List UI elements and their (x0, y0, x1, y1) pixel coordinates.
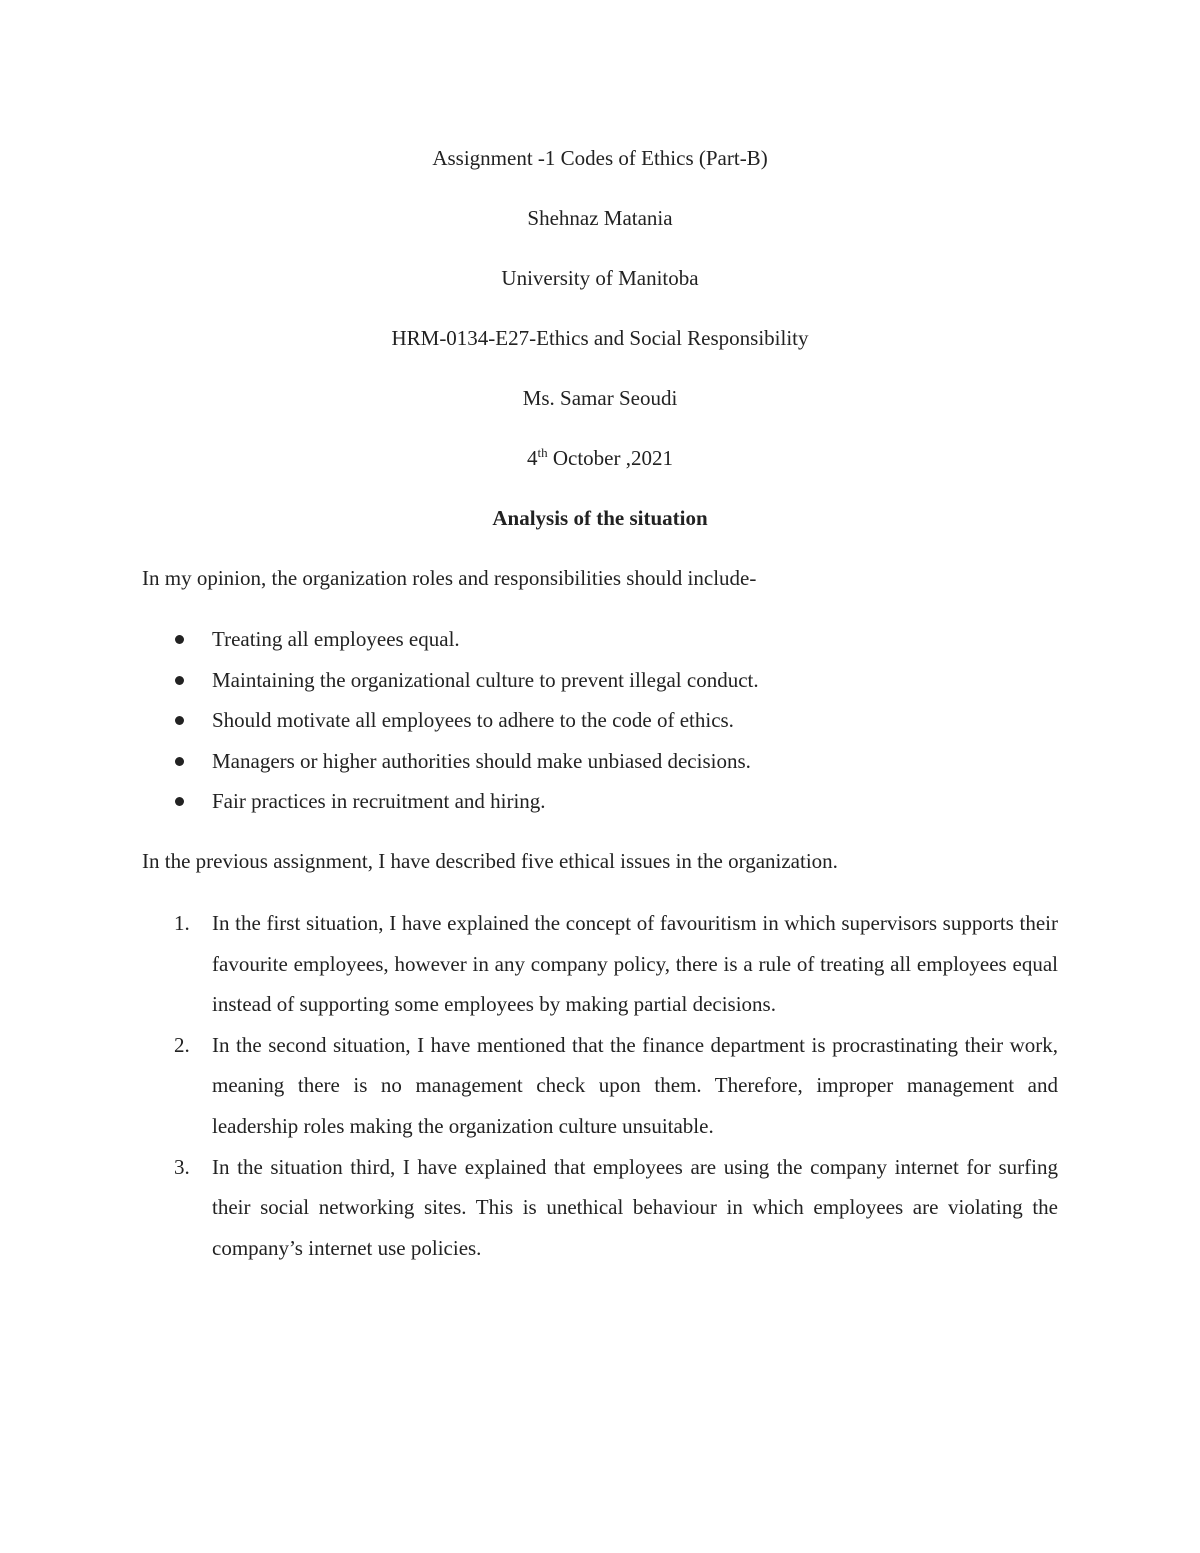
list-item (142, 785, 1058, 826)
assignment-title: Assignment -1 Codes of Ethics (Part-B) (432, 146, 768, 170)
bullet-icon (175, 716, 184, 725)
bullet-icon (175, 676, 184, 685)
course-name: HRM-0134-E27-Ethics and Social Responsibility (391, 326, 809, 350)
list-item-text: Fair practices in recruitment and hiring. (212, 789, 546, 814)
date-day: 4 (526, 446, 538, 470)
date-rest: October ,2021 (547, 446, 673, 470)
list-item (142, 745, 1058, 786)
item-number: 1. (174, 911, 190, 935)
ethical-issues-list (142, 903, 1058, 1268)
list-item-text: Should motivate all employees to adhere to the code of ethics. (212, 708, 734, 733)
numbered-item (142, 1025, 1058, 1147)
title-page-block (0, 142, 1200, 502)
previous-assignment-paragraph: In the previous assignment, I have described five ethical issues in the organization. (142, 849, 838, 873)
list-item-text: Maintaining the organizational culture to prevent illegal conduct. (212, 667, 759, 692)
date-suffix: th (537, 445, 548, 460)
bullet-icon (175, 797, 184, 806)
list-item-text: Managers or higher authorities should make unbiased decisions. (212, 748, 751, 773)
institution-name: University of Manitoba (501, 266, 699, 290)
intro-paragraph: In my opinion, the organization roles and responsibilities should include- (142, 566, 757, 590)
item-text: In the first situation, I have explained the concept of favouritism in which supervisors supports their favourite employees, however in any company policy, there is a rule of treating all employees equal instead of supporting some employees by making partial decisions. (212, 911, 1058, 1017)
item-number: 2. (174, 1032, 190, 1057)
list-item (142, 664, 1058, 705)
bullet-icon (175, 757, 184, 766)
item-number: 3. (174, 1154, 190, 1179)
list-item-text: Treating all employees equal. (212, 627, 460, 651)
instructor-name: Ms. Samar Seoudi (522, 386, 678, 410)
list-item (142, 623, 1058, 664)
bullet-icon (175, 635, 184, 644)
item-text: In the second situation, I have mentioned that the finance department is procrastinating their work, meaning there is no management check upon them. Therefore, improper management and leadership roles making the organization culture unsuitable. (212, 1032, 1058, 1138)
submission-date (0, 442, 1200, 502)
responsibilities-list (142, 623, 1058, 826)
section-heading: Analysis of the situation (492, 506, 708, 530)
numbered-item (142, 1147, 1058, 1269)
list-item (142, 704, 1058, 745)
numbered-item (142, 903, 1058, 1025)
item-text: In the situation third, I have explained that employees are using the company internet for surfing their social networking sites. This is unethical behaviour in which employees are violating the company’s internet use policies. (212, 1154, 1058, 1260)
author-name: Shehnaz Matania (527, 206, 673, 230)
